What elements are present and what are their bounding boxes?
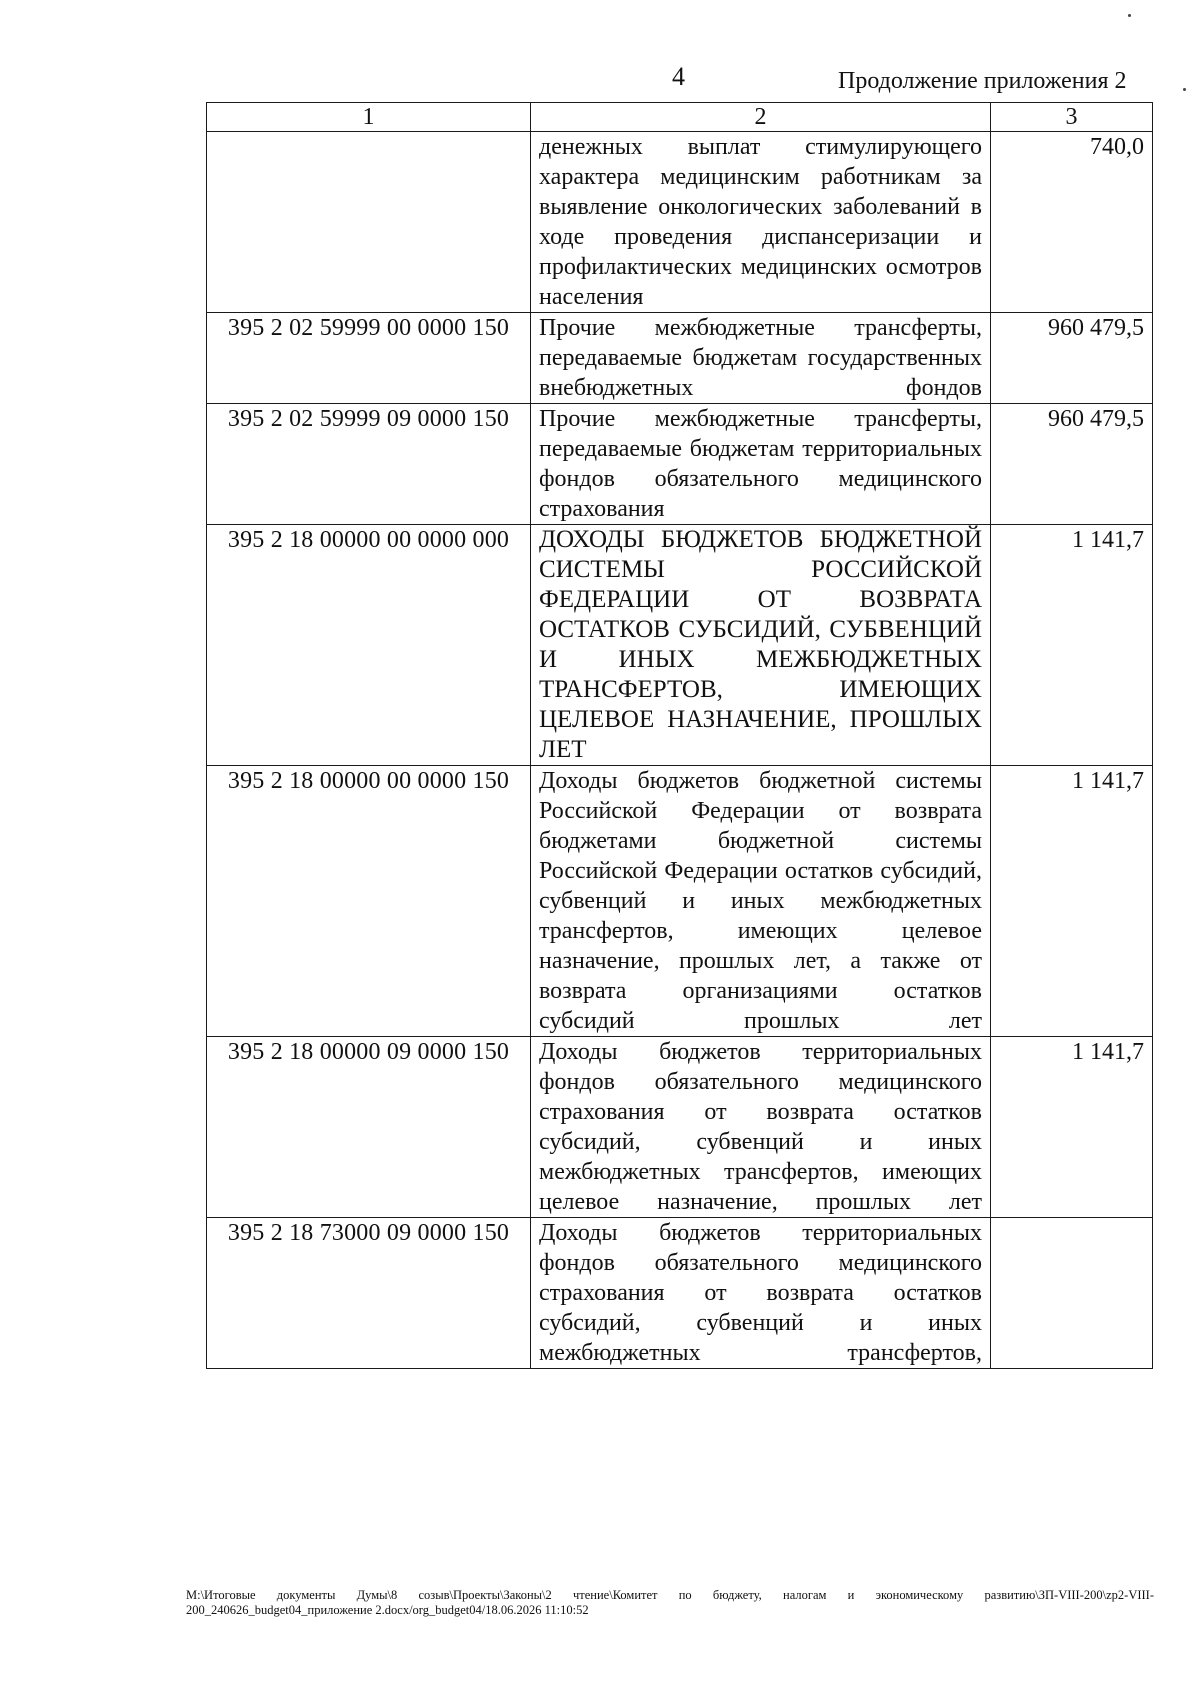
amount: 960 479,5	[991, 313, 1153, 404]
budget-code: 395 2 18 00000 00 0000 000	[207, 525, 531, 766]
scan-speck	[1183, 88, 1186, 91]
budget-code: 395 2 18 00000 09 0000 150	[207, 1037, 531, 1218]
description: денежных выплат стимулирующего характера медицинским работникам за выявление онкологических заболеваний в ходе проведения диспансеризации и профилактических медицинских осмотров населения	[531, 132, 991, 313]
table-row	[207, 313, 1153, 404]
amount: 1 141,7	[991, 1037, 1153, 1218]
description: Прочие межбюджетные трансферты, передаваемые бюджетам государственных внебюджетных фондов	[531, 313, 991, 404]
table-row	[207, 404, 1153, 525]
budget-code: 395 2 18 00000 00 0000 150	[207, 766, 531, 1037]
column-header: 3	[991, 103, 1153, 132]
table-row	[207, 132, 1153, 313]
description: ДОХОДЫ БЮДЖЕТОВ БЮДЖЕТНОЙ СИСТЕМЫ РОССИЙСКОЙ ФЕДЕРАЦИИ ОТ ВОЗВРАТА ОСТАТКОВ СУБСИДИЙ, СУБВЕНЦИЙ И ИНЫХ МЕЖБЮДЖЕТНЫХ ТРАНСФЕРТОВ, ИМЕЮЩИХ ЦЕЛЕВОЕ НАЗНАЧЕНИЕ, ПРОШЛЫХ ЛЕТ	[531, 525, 991, 766]
amount: 740,0	[991, 132, 1153, 313]
column-header: 2	[531, 103, 991, 132]
description: Доходы бюджетов территориальных фондов обязательного медицинского страхования от возврата остатков субсидий, субвенций и иных межбюджетных трансфертов, имеющих целевое назначение, прошлых лет	[531, 1037, 991, 1218]
table-row	[207, 1037, 1153, 1218]
budget-code: 395 2 18 73000 09 0000 150	[207, 1218, 531, 1369]
table-row	[207, 1218, 1153, 1369]
description: Доходы бюджетов территориальных фондов обязательного медицинского страхования от возврата остатков субсидий, субвенций и иных межбюджетных трансфертов,	[531, 1218, 991, 1369]
table-row	[207, 766, 1153, 1037]
budget-code: 395 2 02 59999 00 0000 150	[207, 313, 531, 404]
amount: 1 141,7	[991, 525, 1153, 766]
column-header: 1	[207, 103, 531, 132]
description: Доходы бюджетов бюджетной системы Российской Федерации от возврата бюджетами бюджетной системы Российской Федерации остатков субсидий, субвенций и иных межбюджетных трансфертов, имеющих целевое назначение, прошлых лет, а также от возврата организациями остатков субсидий прошлых лет	[531, 766, 991, 1037]
amount: 1 141,7	[991, 766, 1153, 1037]
page-number: 4	[672, 62, 685, 91]
table-header-row	[207, 103, 1153, 132]
budget-table	[206, 102, 1153, 1369]
amount: 960 479,5	[991, 404, 1153, 525]
budget-code: 395 2 02 59999 09 0000 150	[207, 404, 531, 525]
document-path-footer: M:\Итоговые документы Думы\8 созыв\Проекты\Законы\2 чтение\Комитет по бюджету, налогам и экономическому развитию\ЗП-VIII-200\zp2-VIII-200_240626_budget04_приложение 2.docx/org_budget04/18.06.2026 11:10:52	[186, 1588, 1154, 1617]
description: Прочие межбюджетные трансферты, передаваемые бюджетам территориальных фондов обязательного медицинского страхования	[531, 404, 991, 525]
scan-speck	[1128, 14, 1131, 17]
budget-code	[207, 132, 531, 313]
amount	[991, 1218, 1153, 1369]
table-row	[207, 525, 1153, 766]
continuation-label: Продолжение приложения 2	[838, 68, 1127, 94]
